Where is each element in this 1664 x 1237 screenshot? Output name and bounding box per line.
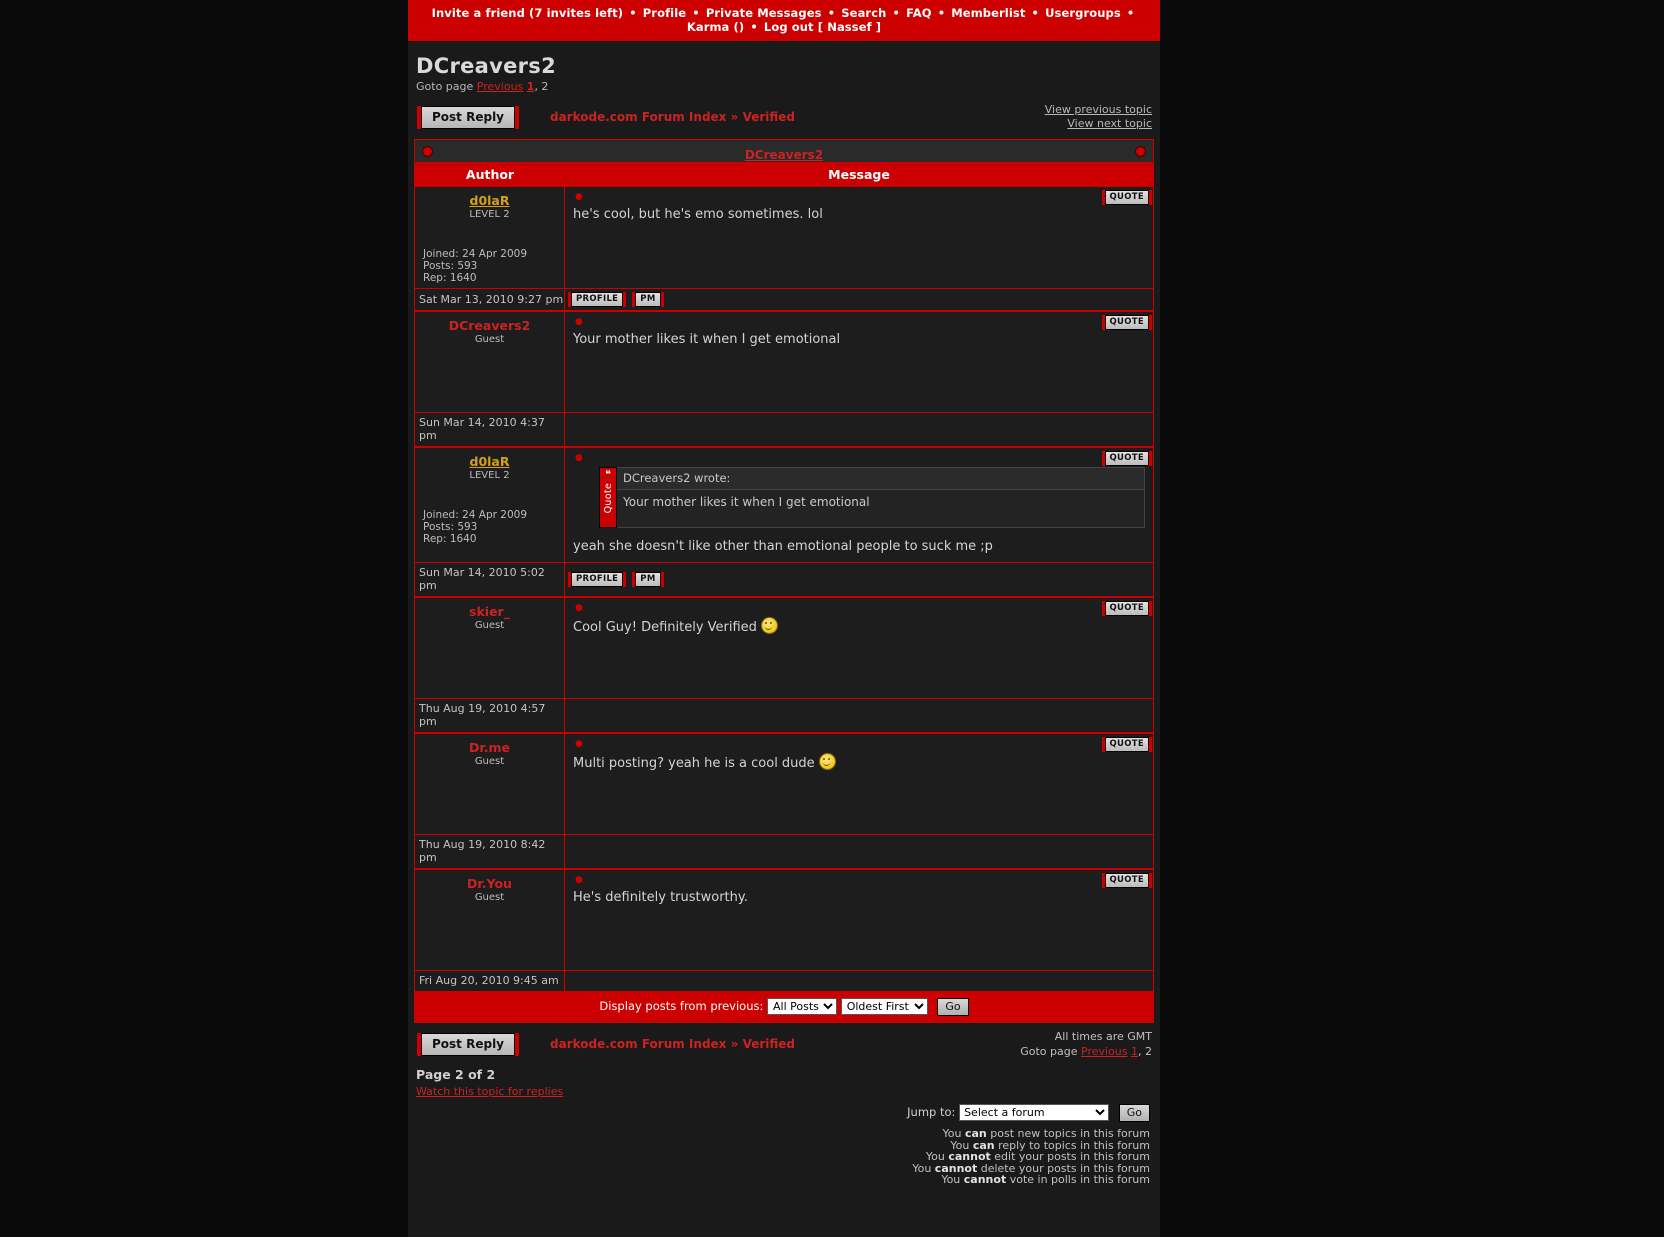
display-go-button[interactable]: Go [937, 998, 968, 1016]
nav-link-usergroups[interactable]: Usergroups [1045, 6, 1121, 20]
post-message-column [565, 870, 1153, 970]
post-author-stats [419, 248, 560, 284]
bullet-right-icon [1135, 146, 1146, 157]
post-text: yeah she doesn't like other than emotional people to suck me ;p [573, 539, 993, 554]
topic-header [408, 42, 1160, 97]
nav-link-log-out-nassef[interactable]: Log out [ Nassef ] [763, 20, 882, 34]
quote-button[interactable]: QUOTE [1105, 601, 1149, 616]
jump-to-label: Jump to: [907, 1105, 956, 1119]
post-author-name: DCreavers2 [448, 318, 531, 333]
topic-navigation [1045, 103, 1152, 131]
post [415, 596, 1153, 732]
nav-link-profile[interactable]: Profile [642, 6, 687, 20]
post-footer [415, 562, 1153, 596]
quote-button[interactable]: QUOTE [1105, 451, 1149, 466]
jump-to-row [408, 1098, 1160, 1122]
smiley-icon [761, 617, 778, 634]
post-footer [415, 288, 1153, 310]
goto-page-2: , 2 [534, 80, 549, 93]
goto-page-1-bottom[interactable]: 1 [1131, 1045, 1138, 1058]
post-text: Multi posting? yeah he is a cool dude [571, 753, 1147, 773]
quote-content: Your mother likes it when I get emotional [617, 490, 1145, 528]
times-label: All times are GMT [1054, 1030, 1152, 1043]
nav-separator: • [688, 6, 704, 20]
goto-page-bottom [937, 1044, 1152, 1059]
top-navigation [408, 0, 1160, 42]
nav-separator: • [823, 6, 840, 20]
post-date: Sun Mar 14, 2010 4:37 pm [415, 413, 565, 446]
smiley-icon [819, 753, 836, 770]
nav-separator: • [933, 6, 950, 20]
toolbar-bottom [408, 1023, 1160, 1061]
post-reply-button-top[interactable]: Post Reply [421, 106, 515, 129]
post-body [415, 312, 1153, 412]
nav-link-invite-a-friend-7-invites-left[interactable]: Invite a friend (7 invites left) [431, 6, 624, 20]
post-body [415, 448, 1153, 562]
post-text: He's definitely trustworthy. [573, 890, 748, 905]
goto-page-1[interactable]: 1 [526, 80, 535, 93]
breadcrumb-arrow-top: » [730, 110, 739, 124]
quote-button[interactable]: QUOTE [1105, 190, 1149, 205]
post-body [415, 187, 1153, 288]
breadcrumb-forum-link-top[interactable]: Verified [742, 110, 795, 124]
post-date: Sat Mar 13, 2010 9:27 pm [415, 290, 565, 310]
toolbar-top [408, 97, 1160, 133]
post-author-column [415, 870, 565, 970]
view-previous-topic-link[interactable]: View previous topic [1044, 103, 1152, 116]
post-body [415, 734, 1153, 834]
column-header-author: Author [465, 167, 515, 182]
goto-previous-link[interactable]: Previous [476, 80, 524, 93]
post-author-name[interactable]: d0laR [469, 454, 510, 469]
goto-label: Goto page [416, 80, 474, 93]
post-text: Cool Guy! Definitely Verified [571, 617, 1147, 637]
post-footer-buttons [565, 979, 1153, 984]
post-bullet-icon: ● [575, 453, 583, 463]
post-reply-button-bottom[interactable]: Post Reply [421, 1033, 515, 1056]
post-bullet-icon: ● [575, 875, 583, 885]
topic-title-link[interactable]: DCreavers2 [744, 148, 824, 162]
post-author-stats [419, 509, 560, 545]
post-footer [415, 698, 1153, 732]
quote-tab [599, 467, 617, 528]
quote-button[interactable]: QUOTE [1105, 737, 1149, 752]
quote-box [599, 467, 1145, 528]
nav-link-memberlist[interactable]: Memberlist [951, 6, 1026, 20]
post [415, 446, 1153, 596]
post-date: Sun Mar 14, 2010 5:02 pm [415, 563, 565, 596]
post-body [415, 598, 1153, 698]
watch-topic-link[interactable]: Watch this topic for replies [416, 1085, 564, 1098]
nav-link-search[interactable]: Search [841, 6, 887, 20]
post-author-rank: LEVEL 2 [469, 209, 510, 220]
post-author-rank: Guest [474, 756, 505, 767]
post-text: Your mother likes it when I get emotional [573, 332, 841, 347]
posts-filter-select[interactable] [767, 998, 837, 1015]
post-author-rank: Guest [474, 892, 505, 903]
quote-button[interactable]: QUOTE [1105, 315, 1149, 330]
goto-page-2-bottom: , 2 [1138, 1045, 1152, 1058]
post-message-column [565, 734, 1153, 834]
post-footer-buttons [565, 713, 1153, 718]
post-author-rank: LEVEL 2 [469, 470, 510, 481]
author-posts: Posts: 593 [423, 521, 478, 533]
profile-button[interactable]: PROFILE [571, 572, 623, 587]
post-bullet-icon: ● [575, 603, 583, 613]
post-author-column [415, 448, 565, 562]
post [415, 868, 1153, 991]
display-posts-label: Display posts from previous: [599, 999, 764, 1013]
post-message-column [565, 187, 1153, 288]
post-footer [415, 834, 1153, 868]
watch-topic [408, 1082, 1160, 1098]
column-header-message: Message [828, 167, 890, 182]
breadcrumb-forum-link-bottom[interactable]: Verified [742, 1037, 795, 1051]
post-footer-buttons [565, 427, 1153, 432]
author-rep: Rep: 1640 [423, 272, 477, 284]
post-footer-buttons [565, 569, 1153, 590]
post-author-rank: Guest [474, 620, 505, 631]
breadcrumb-bottom [520, 1037, 937, 1051]
quote-label: Quote [602, 483, 614, 514]
post-footer [415, 970, 1153, 991]
post-message-column [565, 448, 1153, 562]
post-message-column [565, 312, 1153, 412]
post [415, 187, 1153, 310]
quote-inner [617, 467, 1145, 528]
jump-go-button[interactable]: Go [1119, 1104, 1150, 1122]
post-date: Fri Aug 20, 2010 9:45 am [415, 971, 565, 991]
jump-to-select[interactable] [959, 1104, 1109, 1121]
permission-line: You cannot vote in polls in this forum [941, 1173, 1150, 1186]
author-posts: Posts: 593 [423, 260, 478, 272]
profile-button[interactable]: PROFILE [571, 292, 623, 307]
author-rep: Rep: 1640 [423, 533, 477, 545]
quote-button[interactable]: QUOTE [1105, 873, 1149, 888]
breadcrumb-top [520, 110, 1045, 124]
permission-line: You cannot delete your posts in this forum [912, 1161, 1150, 1175]
forum-permissions [408, 1122, 1160, 1206]
page-of-label: Page 2 of 2 [416, 1067, 496, 1082]
nav-link-private-messages[interactable]: Private Messages [705, 6, 822, 20]
post-author-name: Dr.You [467, 876, 512, 891]
goto-label-bottom: Goto page [1020, 1045, 1078, 1058]
post-author-column [415, 598, 565, 698]
goto-previous-link-bottom[interactable]: Previous [1081, 1045, 1128, 1058]
nav-link-karma[interactable]: Karma () [686, 20, 745, 34]
permission-line: You can post new topics in this forum [942, 1127, 1150, 1140]
post-date: Thu Aug 19, 2010 4:57 pm [415, 699, 565, 732]
goto-page [416, 80, 1152, 93]
post-body [415, 870, 1153, 970]
nav-separator: • [746, 20, 762, 34]
post [415, 310, 1153, 446]
posts-table [414, 139, 1154, 1023]
post-footer [415, 412, 1153, 446]
post-bullet-icon: ● [575, 739, 583, 749]
breadcrumb-arrow-bottom: » [730, 1037, 739, 1051]
sort-order-select[interactable] [841, 998, 928, 1015]
nav-link-faq[interactable]: FAQ [906, 6, 932, 20]
permission-line: You cannot edit your posts in this forum [925, 1150, 1150, 1163]
post-date: Thu Aug 19, 2010 8:42 pm [415, 835, 565, 868]
display-posts-bar [415, 991, 1153, 1022]
permission-line: You can reply to topics in this forum [950, 1138, 1150, 1152]
breadcrumb-index-link-top[interactable]: darkode.com Forum Index [550, 110, 727, 124]
pm-button[interactable]: PM [635, 572, 660, 587]
nav-separator: • [888, 6, 905, 20]
forum-page [408, 0, 1160, 1237]
post-text: he's cool, but he's emo sometimes. lol [573, 207, 823, 222]
post-bullet-icon: ● [575, 192, 583, 202]
post-author-name: Dr.me [468, 740, 510, 755]
post-author-column [415, 187, 565, 288]
post-message-column [565, 598, 1153, 698]
author-joined: Joined: 24 Apr 2009 [423, 248, 528, 260]
post-author-name[interactable]: d0laR [469, 193, 510, 208]
pm-button[interactable]: PM [635, 292, 660, 307]
footer-page-info [937, 1029, 1152, 1059]
post [415, 732, 1153, 868]
post-author-column [415, 734, 565, 834]
nav-separator: • [625, 6, 641, 20]
breadcrumb-index-link-bottom[interactable]: darkode.com Forum Index [550, 1037, 727, 1051]
post-bullet-icon: ● [575, 317, 583, 327]
nav-separator: • [1027, 6, 1044, 20]
post-footer-buttons [565, 289, 1153, 310]
post-author-name: skier_ [469, 604, 510, 619]
table-header-row [415, 163, 1153, 187]
author-joined: Joined: 24 Apr 2009 [423, 509, 528, 521]
post-footer-buttons [565, 849, 1153, 854]
quote-header: DCreavers2 wrote: [617, 467, 1145, 490]
topic-bar [415, 140, 1153, 163]
quote-mark-icon: ❝ [605, 468, 611, 481]
view-next-topic-link[interactable]: View next topic [1067, 117, 1152, 130]
posts-container [415, 187, 1153, 991]
nav-separator: • [1122, 6, 1135, 20]
page-title: DCreavers2 [416, 54, 557, 78]
post-author-column [415, 312, 565, 412]
post-author-rank: Guest [474, 334, 505, 345]
bullet-left-icon [422, 146, 433, 157]
